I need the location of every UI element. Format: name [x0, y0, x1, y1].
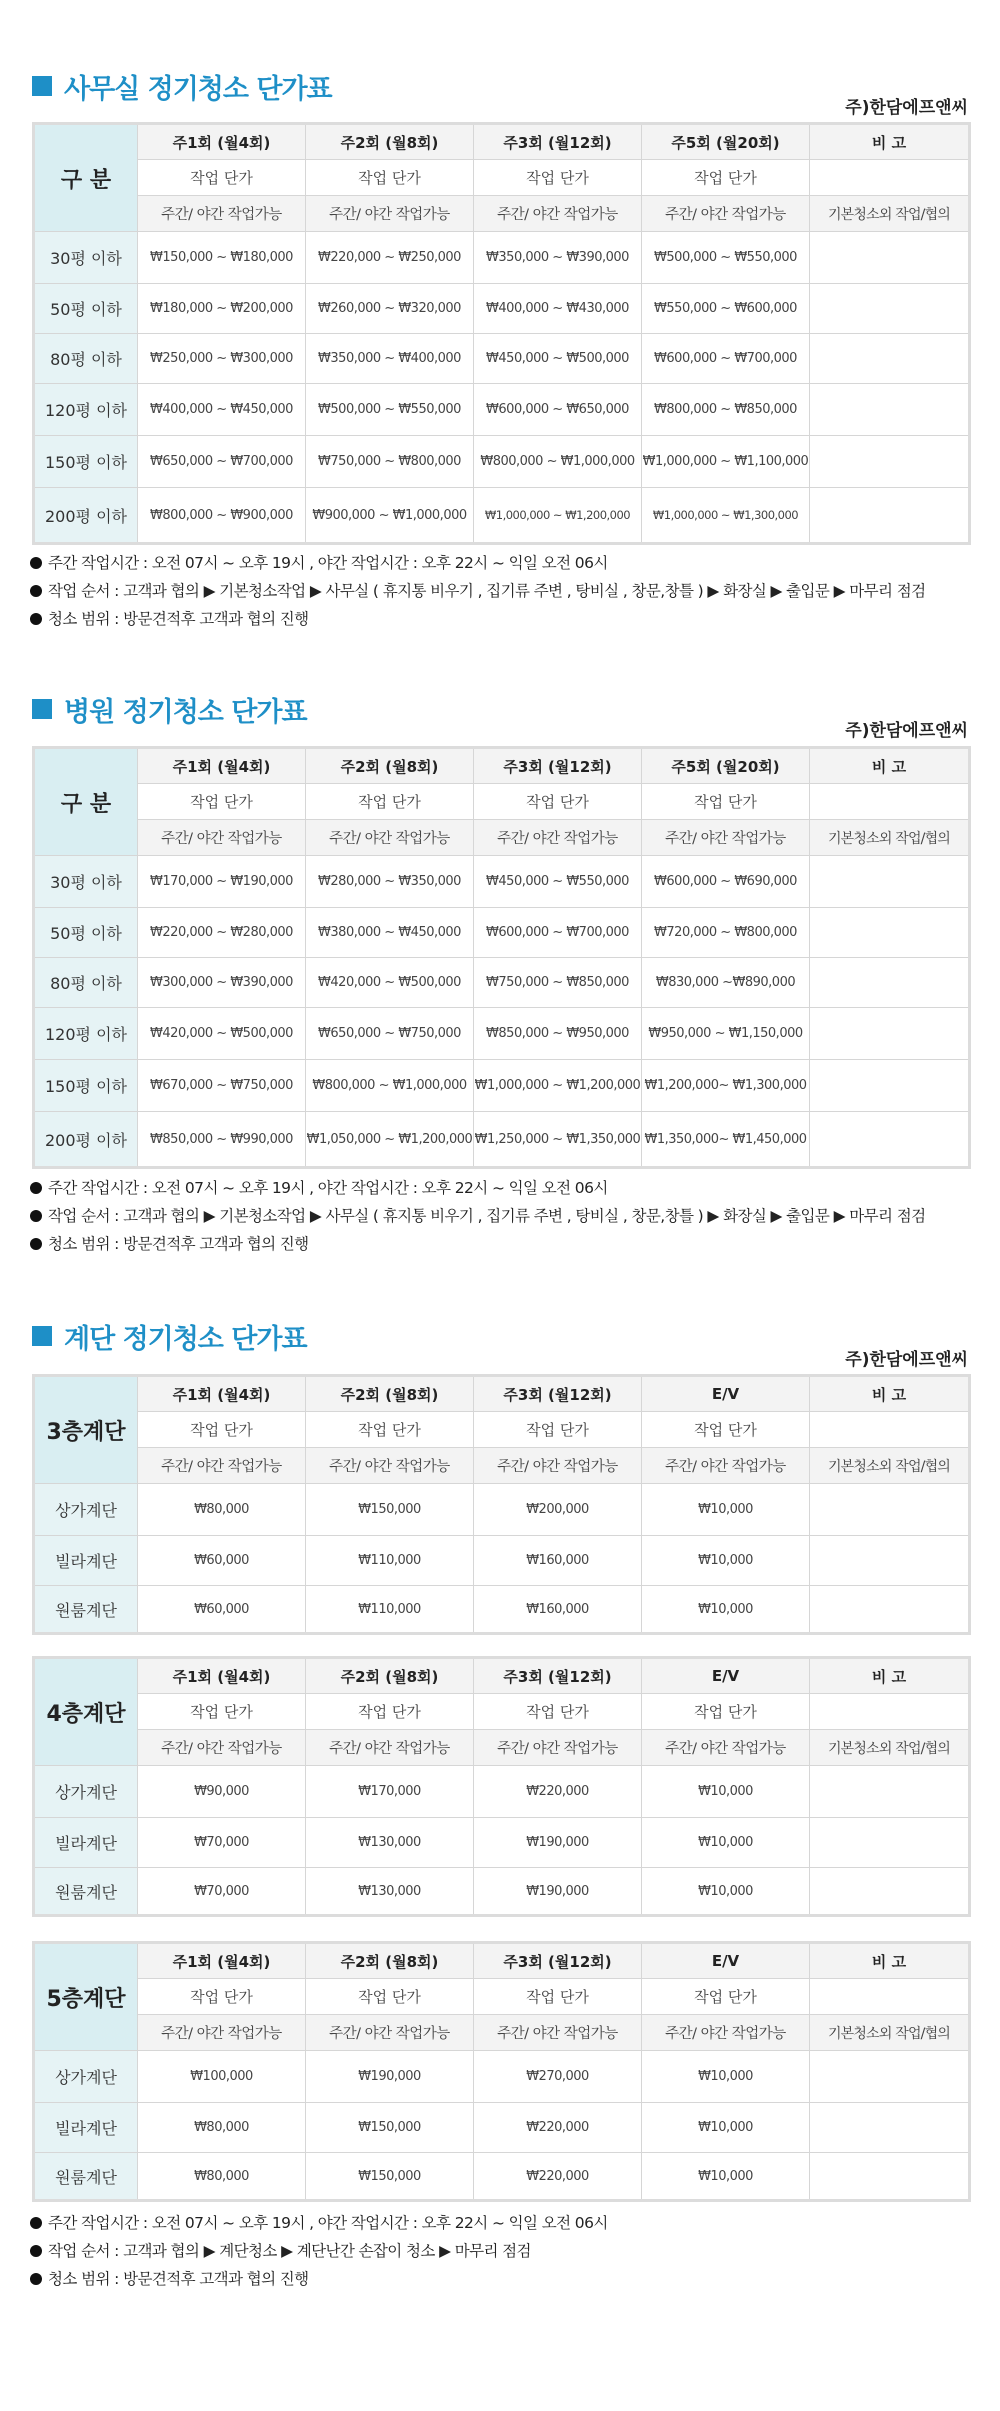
- frequency-header: 주1회 (월4회): [138, 1376, 306, 1412]
- price-cell: ₩10,000: [642, 2153, 810, 2201]
- day-night-label: 주간/ 야간 작업가능: [474, 2015, 642, 2051]
- remark-sub-label: 기본청소외 작업/협의: [810, 820, 970, 856]
- price-cell: ₩150,000 ~ ₩180,000: [138, 232, 306, 284]
- price-cell: ₩10,000: [642, 2103, 810, 2153]
- table-sub-row: [34, 1448, 970, 1484]
- price-cell: ₩420,000 ~ ₩500,000: [138, 1008, 306, 1060]
- note-line: [30, 2237, 608, 2265]
- office-title-text: 사무실 정기청소 단가표: [64, 73, 332, 105]
- day-night-label: 주간/ 야간 작업가능: [474, 1448, 642, 1484]
- row-label: 30평 이하: [34, 856, 138, 908]
- price-cell: ₩60,000: [138, 1536, 306, 1586]
- day-night-label: 주간/ 야간 작업가능: [474, 1730, 642, 1766]
- price-cell: ₩600,000 ~ ₩700,000: [642, 334, 810, 384]
- price-cell: ₩380,000 ~ ₩450,000: [306, 908, 474, 958]
- row-label: 150평 이하: [34, 1060, 138, 1112]
- hospital-price-table: [32, 746, 971, 1169]
- price-cell: ₩10,000: [642, 1484, 810, 1536]
- note-line: [30, 2209, 608, 2237]
- frequency-header: 주2회 (월8회): [306, 748, 474, 784]
- table-row: [34, 334, 970, 384]
- row-label: 상가계단: [34, 1766, 138, 1818]
- table-row: [34, 856, 970, 908]
- day-night-label: 주간/ 야간 작업가능: [138, 2015, 306, 2051]
- gubun-label: 5층계단: [34, 1943, 138, 2051]
- office-price-table: [32, 122, 971, 545]
- work-price-label: 작업 단가: [642, 784, 810, 820]
- table-sub-row: [34, 196, 970, 232]
- bullet-dot-icon: [30, 2245, 42, 2257]
- price-cell: ₩800,000 ~ ₩850,000: [642, 384, 810, 436]
- price-cell: ₩170,000: [306, 1766, 474, 1818]
- work-price-label: 작업 단가: [642, 1979, 810, 2015]
- stairs-company-name: 주)한담에프앤씨: [845, 1349, 968, 1370]
- price-cell: ₩450,000 ~ ₩550,000: [474, 856, 642, 908]
- price-cell: ₩220,000: [474, 1766, 642, 1818]
- row-label: 200평 이하: [34, 488, 138, 544]
- table-header-row: [34, 1943, 970, 1979]
- note-line: [30, 1202, 925, 1230]
- frequency-header: 주5회 (월20회): [642, 748, 810, 784]
- price-cell: ₩1,000,000 ~ ₩1,200,000: [474, 1060, 642, 1112]
- work-price-label: 작업 단가: [306, 1412, 474, 1448]
- price-cell: ₩70,000: [138, 1818, 306, 1868]
- price-cell: ₩400,000 ~ ₩450,000: [138, 384, 306, 436]
- price-cell: ₩800,000 ~ ₩1,000,000: [306, 1060, 474, 1112]
- gubun-label: 구 분: [34, 748, 138, 856]
- note-line: [30, 549, 925, 577]
- price-cell: ₩260,000 ~ ₩320,000: [306, 284, 474, 334]
- note-line: [30, 2265, 608, 2293]
- row-label: 30평 이하: [34, 232, 138, 284]
- bullet-dot-icon: [30, 2273, 42, 2285]
- day-night-label: 주간/ 야간 작업가능: [642, 2015, 810, 2051]
- frequency-header: 주1회 (월4회): [138, 1658, 306, 1694]
- frequency-header: 주3회 (월12회): [474, 1943, 642, 1979]
- price-cell: ₩500,000 ~ ₩550,000: [642, 232, 810, 284]
- frequency-header: 주2회 (월8회): [306, 124, 474, 160]
- day-night-label: 주간/ 야간 작업가능: [642, 820, 810, 856]
- table-row: [34, 1060, 970, 1112]
- bullet-dot-icon: [30, 1238, 42, 1250]
- remark-empty: [810, 1979, 970, 2015]
- price-cell: ₩10,000: [642, 1536, 810, 1586]
- note-text: 작업 순서 : 고객과 협의 ▶ 계단청소 ▶ 계단난간 손잡이 청소 ▶ 마무리 점검: [48, 2242, 531, 2260]
- note-line: [30, 1230, 925, 1258]
- row-label: 원룸계단: [34, 1586, 138, 1634]
- table-row: [34, 384, 970, 436]
- remark-cell: [810, 1112, 970, 1168]
- price-cell: ₩850,000 ~ ₩990,000: [138, 1112, 306, 1168]
- price-cell: ₩1,000,000 ~ ₩1,300,000: [642, 488, 810, 544]
- remark-sub-label: 기본청소외 작업/협의: [810, 2015, 970, 2051]
- frequency-header: E/V: [642, 1376, 810, 1412]
- price-cell: ₩160,000: [474, 1536, 642, 1586]
- price-cell: ₩1,250,000 ~ ₩1,350,000: [474, 1112, 642, 1168]
- price-cell: ₩80,000: [138, 2103, 306, 2153]
- remark-cell: [810, 1484, 970, 1536]
- price-cell: ₩110,000: [306, 1536, 474, 1586]
- price-cell: ₩190,000: [474, 1818, 642, 1868]
- price-cell: ₩90,000: [138, 1766, 306, 1818]
- row-label: 120평 이하: [34, 1008, 138, 1060]
- work-price-label: 작업 단가: [306, 160, 474, 196]
- day-night-label: 주간/ 야간 작업가능: [474, 196, 642, 232]
- price-cell: ₩170,000 ~ ₩190,000: [138, 856, 306, 908]
- remark-cell: [810, 334, 970, 384]
- gubun-label: 구 분: [34, 124, 138, 232]
- price-cell: ₩400,000 ~ ₩430,000: [474, 284, 642, 334]
- stairs-section-title: [32, 1316, 307, 1356]
- table-row: [34, 2103, 970, 2153]
- row-label: 80평 이하: [34, 334, 138, 384]
- remark-empty: [810, 160, 970, 196]
- bullet-dot-icon: [30, 585, 42, 597]
- gubun-label: 3층계단: [34, 1376, 138, 1484]
- price-cell: ₩220,000 ~ ₩250,000: [306, 232, 474, 284]
- price-cell: ₩100,000: [138, 2051, 306, 2103]
- work-price-label: 작업 단가: [642, 1694, 810, 1730]
- remark-cell: [810, 2153, 970, 2201]
- table-sub-row: [34, 160, 970, 196]
- day-night-label: 주간/ 야간 작업가능: [306, 820, 474, 856]
- price-cell: ₩220,000: [474, 2153, 642, 2201]
- day-night-label: 주간/ 야간 작업가능: [306, 196, 474, 232]
- price-cell: ₩10,000: [642, 1868, 810, 1916]
- stairs-notes: [30, 2209, 608, 2293]
- price-cell: ₩180,000 ~ ₩200,000: [138, 284, 306, 334]
- square-bullet-icon: [32, 1326, 52, 1346]
- price-cell: ₩800,000 ~ ₩1,000,000: [474, 436, 642, 488]
- work-price-label: 작업 단가: [474, 1694, 642, 1730]
- remark-cell: [810, 1536, 970, 1586]
- price-cell: ₩220,000 ~ ₩280,000: [138, 908, 306, 958]
- table-sub-row: [34, 1730, 970, 1766]
- square-bullet-icon: [32, 699, 52, 719]
- office-company-name: 주)한담에프앤씨: [845, 97, 968, 118]
- stairs-4f-table: [32, 1656, 971, 1917]
- remark-empty: [810, 1694, 970, 1730]
- table-sub-row: [34, 1412, 970, 1448]
- row-label: 빌라계단: [34, 2103, 138, 2153]
- remark-cell: [810, 908, 970, 958]
- price-cell: ₩600,000 ~ ₩650,000: [474, 384, 642, 436]
- frequency-header: 주3회 (월12회): [474, 1376, 642, 1412]
- table-row: [34, 1008, 970, 1060]
- table-row: [34, 1868, 970, 1916]
- row-label: 80평 이하: [34, 958, 138, 1008]
- frequency-header: 주2회 (월8회): [306, 1376, 474, 1412]
- price-cell: ₩720,000 ~ ₩800,000: [642, 908, 810, 958]
- frequency-header: 주3회 (월12회): [474, 748, 642, 784]
- table-row: [34, 1586, 970, 1634]
- note-line: [30, 605, 925, 633]
- remark-header: 비 고: [810, 1658, 970, 1694]
- frequency-header: 주5회 (월20회): [642, 124, 810, 160]
- remark-cell: [810, 958, 970, 1008]
- day-night-label: 주간/ 야간 작업가능: [642, 196, 810, 232]
- remark-header: 비 고: [810, 124, 970, 160]
- row-label: 상가계단: [34, 2051, 138, 2103]
- price-cell: ₩60,000: [138, 1586, 306, 1634]
- remark-sub-label: 기본청소외 작업/협의: [810, 1730, 970, 1766]
- work-price-label: 작업 단가: [474, 784, 642, 820]
- work-price-label: 작업 단가: [138, 160, 306, 196]
- price-cell: ₩130,000: [306, 1868, 474, 1916]
- remark-cell: [810, 232, 970, 284]
- gubun-label: 4층계단: [34, 1658, 138, 1766]
- table-row: [34, 232, 970, 284]
- table-row: [34, 1818, 970, 1868]
- remark-header: 비 고: [810, 748, 970, 784]
- frequency-header: 주3회 (월12회): [474, 124, 642, 160]
- price-cell: ₩110,000: [306, 1586, 474, 1634]
- remark-cell: [810, 1008, 970, 1060]
- price-cell: ₩10,000: [642, 1586, 810, 1634]
- day-night-label: 주간/ 야간 작업가능: [306, 1730, 474, 1766]
- row-label: 빌라계단: [34, 1818, 138, 1868]
- work-price-label: 작업 단가: [138, 1694, 306, 1730]
- work-price-label: 작업 단가: [138, 784, 306, 820]
- price-cell: ₩350,000 ~ ₩400,000: [306, 334, 474, 384]
- work-price-label: 작업 단가: [306, 1694, 474, 1730]
- price-cell: ₩150,000: [306, 1484, 474, 1536]
- price-cell: ₩550,000 ~ ₩600,000: [642, 284, 810, 334]
- bullet-dot-icon: [30, 557, 42, 569]
- remark-cell: [810, 436, 970, 488]
- work-price-label: 작업 단가: [642, 1412, 810, 1448]
- stairs-5f-table: [32, 1941, 971, 2202]
- table-row: [34, 1112, 970, 1168]
- day-night-label: 주간/ 야간 작업가능: [642, 1448, 810, 1484]
- price-cell: ₩300,000 ~ ₩390,000: [138, 958, 306, 1008]
- day-night-label: 주간/ 야간 작업가능: [642, 1730, 810, 1766]
- price-cell: ₩190,000: [306, 2051, 474, 2103]
- remark-header: 비 고: [810, 1943, 970, 1979]
- price-cell: ₩950,000 ~ ₩1,150,000: [642, 1008, 810, 1060]
- price-cell: ₩650,000 ~ ₩750,000: [306, 1008, 474, 1060]
- price-cell: ₩70,000: [138, 1868, 306, 1916]
- day-night-label: 주간/ 야간 작업가능: [306, 2015, 474, 2051]
- table-sub-row: [34, 784, 970, 820]
- remark-cell: [810, 856, 970, 908]
- frequency-header: E/V: [642, 1658, 810, 1694]
- price-cell: ₩150,000: [306, 2153, 474, 2201]
- note-text: 주간 작업시간 : 오전 07시 ~ 오후 19시 , 야간 작업시간 : 오후 22시 ~ 익일 오전 06시: [48, 2214, 608, 2232]
- price-cell: ₩80,000: [138, 2153, 306, 2201]
- price-cell: ₩850,000 ~ ₩950,000: [474, 1008, 642, 1060]
- price-cell: ₩800,000 ~ ₩900,000: [138, 488, 306, 544]
- price-cell: ₩160,000: [474, 1586, 642, 1634]
- price-cell: ₩130,000: [306, 1818, 474, 1868]
- note-line: [30, 1174, 925, 1202]
- work-price-label: 작업 단가: [306, 784, 474, 820]
- bullet-dot-icon: [30, 1210, 42, 1222]
- table-sub-row: [34, 1979, 970, 2015]
- row-label: 50평 이하: [34, 908, 138, 958]
- bullet-dot-icon: [30, 2217, 42, 2229]
- remark-sub-label: 기본청소외 작업/협의: [810, 1448, 970, 1484]
- hospital-notes: [30, 1174, 925, 1258]
- table-row: [34, 284, 970, 334]
- table-row: [34, 2051, 970, 2103]
- price-cell: ₩830,000 ~₩890,000: [642, 958, 810, 1008]
- table-row: [34, 2153, 970, 2201]
- price-cell: ₩900,000 ~ ₩1,000,000: [306, 488, 474, 544]
- frequency-header: 주3회 (월12회): [474, 1658, 642, 1694]
- work-price-label: 작업 단가: [138, 1979, 306, 2015]
- office-notes: [30, 549, 925, 633]
- price-cell: ₩1,050,000 ~ ₩1,200,000: [306, 1112, 474, 1168]
- price-cell: ₩150,000: [306, 2103, 474, 2153]
- table-sub-row: [34, 2015, 970, 2051]
- work-price-label: 작업 단가: [474, 160, 642, 196]
- row-label: 원룸계단: [34, 2153, 138, 2201]
- note-text: 작업 순서 : 고객과 협의 ▶ 기본청소작업 ▶ 사무실 ( 휴지통 비우기 , 집기류 주변 , 탕비실 , 창문,창틀 ) ▶ 화장실 ▶ 출입문 ▶ 마무리 점검: [48, 1207, 926, 1225]
- table-header-row: [34, 748, 970, 784]
- remark-cell: [810, 2051, 970, 2103]
- stairs-3f-table: [32, 1374, 971, 1635]
- frequency-header: 주1회 (월4회): [138, 124, 306, 160]
- price-cell: ₩350,000 ~ ₩390,000: [474, 232, 642, 284]
- remark-cell: [810, 1766, 970, 1818]
- note-text: 작업 순서 : 고객과 협의 ▶ 기본청소작업 ▶ 사무실 ( 휴지통 비우기 , 집기류 주변 , 탕비실 , 창문,창틀 ) ▶ 화장실 ▶ 출입문 ▶ 마무리 점검: [48, 582, 926, 600]
- price-cell: ₩10,000: [642, 1818, 810, 1868]
- work-price-label: 작업 단가: [138, 1412, 306, 1448]
- price-cell: ₩1,000,000 ~ ₩1,200,000: [474, 488, 642, 544]
- frequency-header: 주1회 (월4회): [138, 1943, 306, 1979]
- price-cell: ₩220,000: [474, 2103, 642, 2153]
- remark-cell: [810, 1586, 970, 1634]
- remark-cell: [810, 284, 970, 334]
- price-cell: ₩1,000,000 ~ ₩1,100,000: [642, 436, 810, 488]
- day-night-label: 주간/ 야간 작업가능: [138, 196, 306, 232]
- price-cell: ₩600,000 ~ ₩690,000: [642, 856, 810, 908]
- day-night-label: 주간/ 야간 작업가능: [474, 820, 642, 856]
- table-row: [34, 1484, 970, 1536]
- price-cell: ₩450,000 ~ ₩500,000: [474, 334, 642, 384]
- table-header-row: [34, 124, 970, 160]
- price-cell: ₩190,000: [474, 1868, 642, 1916]
- note-line: [30, 577, 925, 605]
- remark-cell: [810, 1060, 970, 1112]
- price-cell: ₩270,000: [474, 2051, 642, 2103]
- price-cell: ₩750,000 ~ ₩800,000: [306, 436, 474, 488]
- row-label: 120평 이하: [34, 384, 138, 436]
- price-cell: ₩200,000: [474, 1484, 642, 1536]
- table-row: [34, 958, 970, 1008]
- price-cell: ₩600,000 ~ ₩700,000: [474, 908, 642, 958]
- remark-header: 비 고: [810, 1376, 970, 1412]
- office-section-title: [32, 66, 332, 106]
- note-text: 주간 작업시간 : 오전 07시 ~ 오후 19시 , 야간 작업시간 : 오후 22시 ~ 익일 오전 06시: [48, 1179, 608, 1197]
- table-header-row: [34, 1376, 970, 1412]
- price-cell: ₩1,200,000~ ₩1,300,000: [642, 1060, 810, 1112]
- row-label: 200평 이하: [34, 1112, 138, 1168]
- price-cell: ₩80,000: [138, 1484, 306, 1536]
- note-text: 청소 범위 : 방문견적후 고객과 협의 진행: [48, 1235, 309, 1253]
- price-cell: ₩280,000 ~ ₩350,000: [306, 856, 474, 908]
- frequency-header: 주1회 (월4회): [138, 748, 306, 784]
- remark-empty: [810, 784, 970, 820]
- square-bullet-icon: [32, 76, 52, 96]
- remark-sub-label: 기본청소외 작업/협의: [810, 196, 970, 232]
- bullet-dot-icon: [30, 613, 42, 625]
- table-header-row: [34, 1658, 970, 1694]
- bullet-dot-icon: [30, 1182, 42, 1194]
- row-label: 상가계단: [34, 1484, 138, 1536]
- price-cell: ₩420,000 ~ ₩500,000: [306, 958, 474, 1008]
- day-night-label: 주간/ 야간 작업가능: [138, 820, 306, 856]
- table-row: [34, 488, 970, 544]
- note-text: 청소 범위 : 방문견적후 고객과 협의 진행: [48, 2270, 309, 2288]
- price-cell: ₩250,000 ~ ₩300,000: [138, 334, 306, 384]
- table-row: [34, 436, 970, 488]
- day-night-label: 주간/ 야간 작업가능: [306, 1448, 474, 1484]
- remark-cell: [810, 384, 970, 436]
- work-price-label: 작업 단가: [474, 1979, 642, 2015]
- remark-cell: [810, 488, 970, 544]
- work-price-label: 작업 단가: [306, 1979, 474, 2015]
- remark-cell: [810, 2103, 970, 2153]
- note-text: 청소 범위 : 방문견적후 고객과 협의 진행: [48, 610, 309, 628]
- day-night-label: 주간/ 야간 작업가능: [138, 1448, 306, 1484]
- price-cell: ₩670,000 ~ ₩750,000: [138, 1060, 306, 1112]
- hospital-company-name: 주)한담에프앤씨: [845, 720, 968, 741]
- price-cell: ₩750,000 ~ ₩850,000: [474, 958, 642, 1008]
- table-row: [34, 1536, 970, 1586]
- price-cell: ₩650,000 ~ ₩700,000: [138, 436, 306, 488]
- hospital-title-text: 병원 정기청소 단가표: [64, 696, 307, 728]
- frequency-header: E/V: [642, 1943, 810, 1979]
- remark-cell: [810, 1868, 970, 1916]
- frequency-header: 주2회 (월8회): [306, 1943, 474, 1979]
- row-label: 빌라계단: [34, 1536, 138, 1586]
- price-cell: ₩10,000: [642, 1766, 810, 1818]
- table-sub-row: [34, 1694, 970, 1730]
- day-night-label: 주간/ 야간 작업가능: [138, 1730, 306, 1766]
- row-label: 150평 이하: [34, 436, 138, 488]
- stairs-title-text: 계단 정기청소 단가표: [64, 1323, 307, 1355]
- table-row: [34, 1766, 970, 1818]
- work-price-label: 작업 단가: [474, 1412, 642, 1448]
- price-cell: ₩500,000 ~ ₩550,000: [306, 384, 474, 436]
- price-cell: ₩10,000: [642, 2051, 810, 2103]
- price-cell: ₩1,350,000~ ₩1,450,000: [642, 1112, 810, 1168]
- remark-cell: [810, 1818, 970, 1868]
- hospital-section-title: [32, 689, 307, 729]
- work-price-label: 작업 단가: [642, 160, 810, 196]
- row-label: 50평 이하: [34, 284, 138, 334]
- table-row: [34, 908, 970, 958]
- row-label: 원룸계단: [34, 1868, 138, 1916]
- frequency-header: 주2회 (월8회): [306, 1658, 474, 1694]
- table-sub-row: [34, 820, 970, 856]
- remark-empty: [810, 1412, 970, 1448]
- note-text: 주간 작업시간 : 오전 07시 ~ 오후 19시 , 야간 작업시간 : 오후 22시 ~ 익일 오전 06시: [48, 554, 608, 572]
